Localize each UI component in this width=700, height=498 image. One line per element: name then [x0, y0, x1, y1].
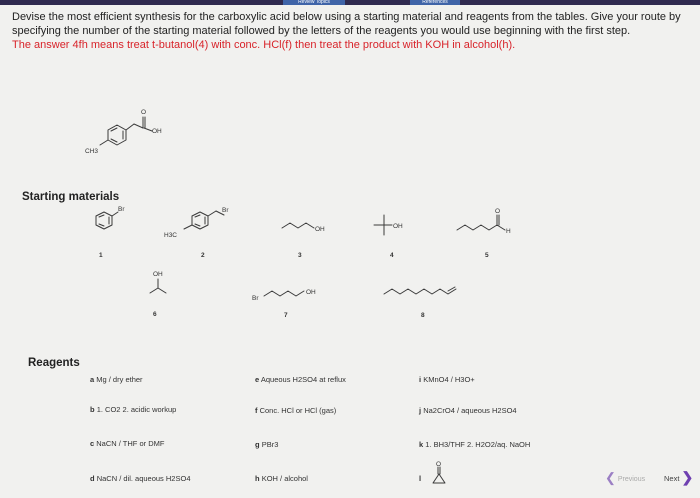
reagents-heading: Reagents [28, 357, 80, 369]
reagent-j[interactable]: j Na2CrO4 / aqueous H2SO4 [419, 406, 517, 415]
starting-material-8[interactable] [382, 280, 472, 305]
question-text [12, 10, 690, 52]
reagent-d[interactable]: d NaCN / dil. aqueous H2SO4 [90, 474, 191, 483]
chevron-left-icon: ❮ [605, 470, 616, 485]
sm-number-4: 4 [390, 252, 394, 259]
review-topics-tab[interactable]: Review Topics [283, 0, 345, 5]
sm-number-1: 1 [99, 252, 103, 259]
references-tab[interactable]: References [410, 0, 460, 5]
reagent-e[interactable]: e Aqueous H2SO4 at reflux [255, 375, 346, 384]
previous-button[interactable]: ❮ Previous [605, 470, 646, 485]
starting-material-5[interactable] [455, 204, 535, 239]
starting-material-3[interactable] [280, 214, 340, 239]
reagent-b[interactable]: b 1. CO2 2. acidic workup [90, 405, 177, 414]
starting-materials-heading: Starting materials [22, 191, 120, 203]
sm-number-5: 5 [485, 252, 489, 259]
target-o-label: O [141, 109, 147, 116]
sm2-h3c-label: H3C [164, 232, 178, 239]
starting-material-1[interactable] [86, 204, 126, 239]
sm5-h-label: H [506, 228, 511, 235]
answer-format-hint: The answer 4fh means treat t-butanol(4) with conc. HCl(f) then treat the product with KOH in alcohol(h). [12, 39, 516, 51]
starting-material-2[interactable] [160, 200, 240, 245]
reagent-l-structure[interactable] [428, 462, 458, 488]
reagent-h[interactable]: h KOH / alcohol [255, 474, 308, 483]
reagent-i[interactable]: i KMnO4 / H3O+ [419, 375, 475, 384]
chevron-right-icon: ❯ [681, 469, 694, 485]
sm-number-6: 6 [153, 311, 157, 318]
target-ch3-label: CH3 [85, 148, 99, 155]
reagent-c[interactable]: c NaCN / THF or DMF [90, 439, 165, 448]
next-button[interactable]: Next ❯ [664, 469, 694, 485]
starting-material-7[interactable] [248, 278, 338, 308]
sm7-oh-label: OH [306, 289, 316, 296]
target-molecule [80, 100, 180, 160]
sm1-br-label: Br [118, 206, 125, 213]
starting-material-4[interactable] [370, 210, 420, 240]
reagent-l[interactable]: l [419, 474, 422, 483]
sm7-br-label: Br [252, 295, 259, 302]
top-bar [0, 0, 700, 5]
sm-number-3: 3 [298, 252, 302, 259]
sm-number-2: 2 [201, 252, 205, 259]
question-prompt: Devise the most efficient synthesis for the carboxylic acid below using a starting material and reagents from the tables. Give your route by specifying the number of the starting material followed by the letters of the reagents you would use beginning with the first step. [12, 11, 681, 37]
reagent-g[interactable]: g PBr3 [255, 440, 279, 449]
svg-text:O: O [436, 461, 442, 468]
sm-number-7: 7 [284, 312, 288, 319]
sm-number-8: 8 [421, 312, 425, 319]
sm2-br-label: Br [222, 207, 229, 214]
sm3-oh-label: OH [315, 226, 325, 233]
reagent-f[interactable]: f Conc. HCl or HCl (gas) [255, 406, 337, 415]
target-oh-label: OH [152, 128, 162, 135]
sm5-o-label: O [495, 208, 501, 215]
starting-material-6[interactable] [140, 266, 180, 301]
reagent-k[interactable]: k 1. BH3/THF 2. H2O2/aq. NaOH [419, 440, 531, 449]
sm4-oh-label: OH [393, 223, 403, 230]
sm6-oh-label: OH [153, 271, 163, 278]
reagent-a[interactable]: a Mg / dry ether [90, 375, 143, 384]
